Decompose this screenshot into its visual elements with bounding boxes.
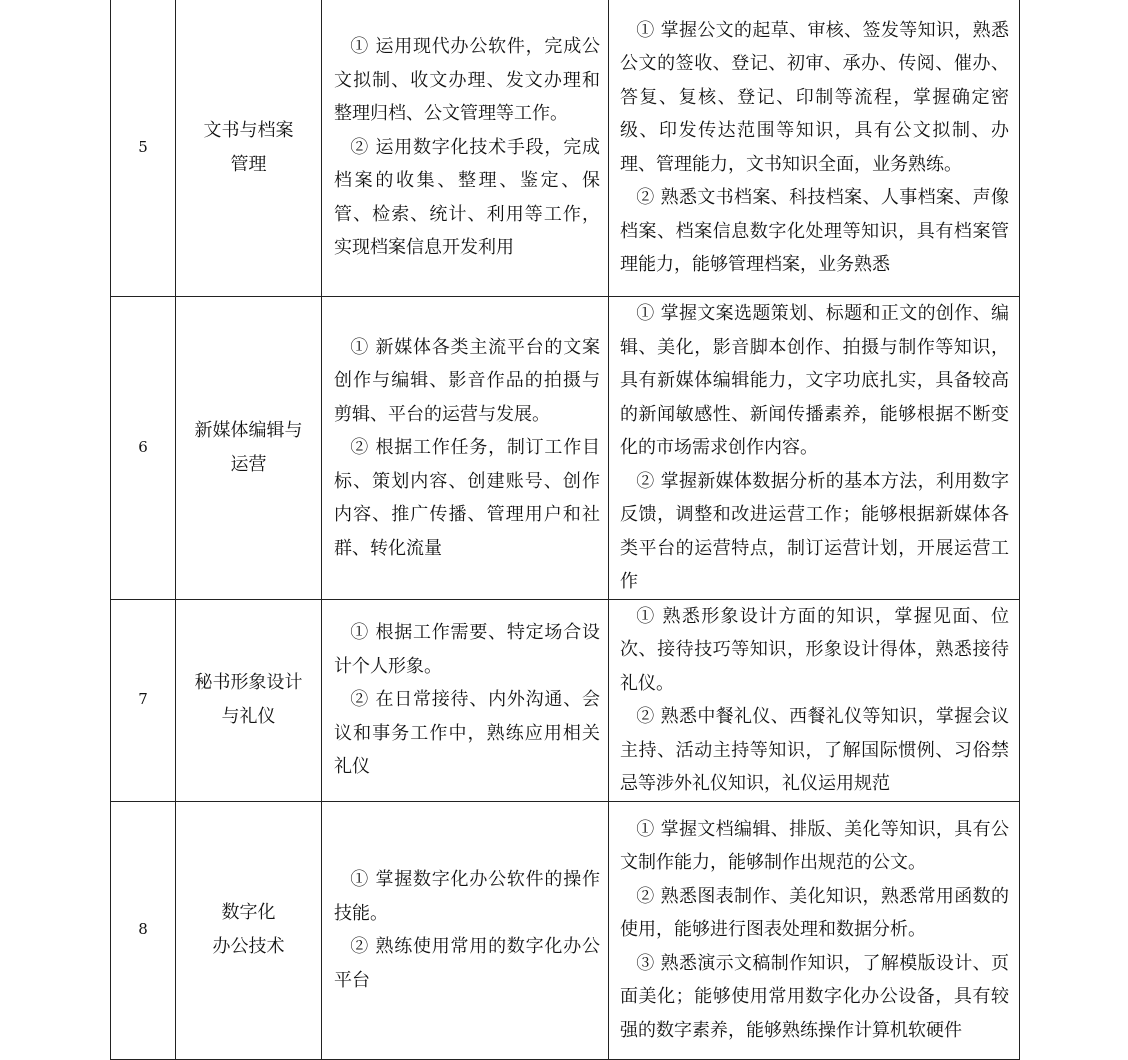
course-name: 秘书形象设计 与礼仪 bbox=[176, 599, 322, 801]
course-name: 文书与档案 管理 bbox=[176, 0, 322, 297]
row-number: 5 bbox=[111, 0, 176, 297]
work-tasks: ① 运用现代办公软件，完成公文拟制、收文办理、发文办理和整理归档、公文管理等工作。 ② 运用数字化技术手段，完成档案的收集、整理、鉴定、保管、检索、统计、利用等工作，实现档案信息开发利用 bbox=[322, 0, 609, 297]
table-row bbox=[111, 0, 1020, 297]
requirements: ① 掌握文档编辑、排版、美化等知识，具有公文制作能力，能够制作出规范的公文。 ② 熟悉图表制作、美化知识，熟悉常用函数的使用，能够进行图表处理和数据分析。 ③ 熟悉演示文稿制作知识，了解模版设计、页面美化；能够使用常用数字化办公设备，具有较强的数字素养，能够熟练操作计算机软硬件 bbox=[609, 801, 1020, 1059]
requirements: ① 掌握公文的起草、审核、签发等知识，熟悉公文的签收、登记、初审、承办、传阅、催办、答复、复核、登记、印制等流程，掌握确定密级、印发传达范围等知识，具有公文拟制、办理、管理能力，文书知识全面，业务熟练。 ② 熟悉文书档案、科技档案、人事档案、声像档案、档案信息数字化处理等知识，具有档案管理能力，能够管理档案，业务熟悉 bbox=[609, 0, 1020, 297]
requirements: ① 熟悉形象设计方面的知识，掌握见面、位次、接待技巧等知识，形象设计得体，熟悉接待礼仪。 ② 熟悉中餐礼仪、西餐礼仪等知识，掌握会议主持、活动主持等知识，了解国际惯例、习俗禁忌等涉外礼仪知识，礼仪运用规范 bbox=[609, 599, 1020, 801]
work-tasks: ① 掌握数字化办公软件的操作技能。 ② 熟练使用常用的数字化办公平台 bbox=[322, 801, 609, 1059]
course-name: 数字化 办公技术 bbox=[176, 801, 322, 1059]
table-row bbox=[111, 599, 1020, 801]
row-number: 7 bbox=[111, 599, 176, 801]
course-name: 新媒体编辑与 运营 bbox=[176, 297, 322, 600]
table-row bbox=[111, 297, 1020, 600]
row-number: 8 bbox=[111, 801, 176, 1059]
requirements: ① 掌握文案选题策划、标题和正文的创作、编辑、美化，影音脚本创作、拍摄与制作等知识，具有新媒体编辑能力，文字功底扎实，具备较高的新闻敏感性、新闻传播素养，能够根据不断变化的市场需求创作内容。 ② 掌握新媒体数据分析的基本方法，利用数字反馈，调整和改进运营工作；能够根据新媒体各类平台的运营特点，制订运营计划，开展运营工作 bbox=[609, 297, 1020, 600]
work-tasks: ① 根据工作需要、特定场合设计个人形象。 ② 在日常接待、内外沟通、会议和事务工作中，熟练应用相关礼仪 bbox=[322, 599, 609, 801]
row-number: 6 bbox=[111, 297, 176, 600]
table-row bbox=[111, 801, 1020, 1059]
course-table bbox=[110, 0, 1020, 1060]
work-tasks: ① 新媒体各类主流平台的文案创作与编辑、影音作品的拍摄与剪辑、平台的运营与发展。 ② 根据工作任务，制订工作目标、策划内容、创建账号、创作内容、推广传播、管理用户和社群、转化流量 bbox=[322, 297, 609, 600]
